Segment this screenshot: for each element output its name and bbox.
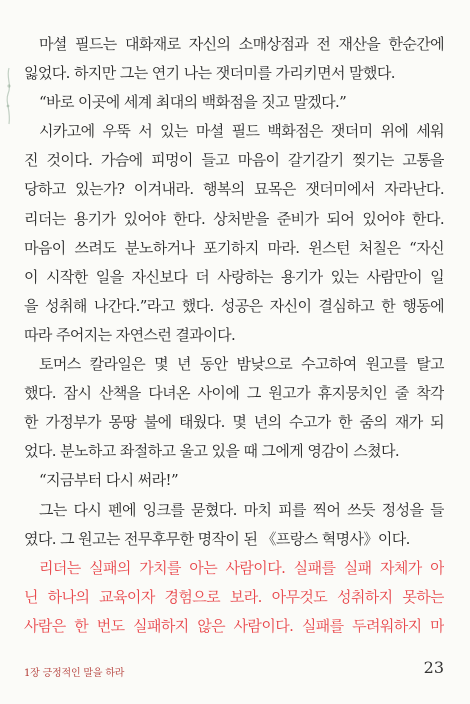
body-text xyxy=(24,30,444,641)
chapter-footer: 1장 긍정적인 말을 하라 xyxy=(24,668,125,679)
highlight-line: 닌 하나의 교육이자 경험으로 보라. 아무것도 성취하지 못하는 xyxy=(24,587,444,606)
text-line: 었다. 분노하고 좌절하고 울고 있을 때 그에게 영감이 스쳤다. xyxy=(24,442,400,461)
text-line: 시카고에 우뚝 서 있는 마셜 필드 백화점은 잿더미 위에 세워 xyxy=(39,122,444,141)
text-line: 이 시작한 일을 자신보다 더 사랑하는 용기가 있는 사람만이 일 xyxy=(24,267,444,286)
text-line: 마셜 필드는 대화재로 자신의 소매상점과 전 재산을 한순간에 xyxy=(39,35,444,53)
text-line: “지금부터 다시 써라!” xyxy=(39,471,179,490)
text-line: 했다. 잠시 산책을 다녀온 사이에 그 원고가 휴지뭉치인 줄 착각 xyxy=(24,384,444,403)
text-line: 그는 다시 펜에 잉크를 묻혔다. 마치 피를 찍어 쓰듯 정성을 들 xyxy=(39,500,444,519)
page-number: 23 xyxy=(423,658,444,677)
margin-decoration xyxy=(4,66,14,126)
text-line: 였다. 그 원고는 전무후무한 명작이 된 《프랑스 혁명사》이다. xyxy=(24,529,410,548)
text-line: 리더는 용기가 있어야 한다. 상처받을 준비가 되어 있어야 한다. xyxy=(24,209,444,228)
text-line: 마음이 쓰려도 분노하거나 포기하지 마라. 윈스턴 처칠은 “자신 xyxy=(24,238,444,257)
text-line: 따라 주어지는 자연스런 결과이다. xyxy=(24,325,236,344)
highlight-line: 리더는 실패의 가치를 아는 사람이다. 실패를 실패 자체가 아 xyxy=(39,558,444,577)
text-line: “바로 이곳에 세계 최대의 백화점을 짓고 말겠다.” xyxy=(39,93,347,112)
text-line: 당하고 있는가? 이겨내라. 행복의 묘목은 잿더미에서 자라난다. xyxy=(24,180,444,199)
text-line: 토머스 칼라일은 몇 년 동안 밤낮으로 수고하여 원고를 탈고 xyxy=(39,355,444,374)
text-line: 진 것이다. 가슴에 피멍이 들고 마음이 갈기갈기 찢기는 고통을 xyxy=(24,151,444,170)
text-line: 한 가정부가 몽땅 불에 태웠다. 몇 년의 수고가 한 줌의 재가 되 xyxy=(24,413,444,432)
text-line: 을 성취해 나간다.”라고 했다. 성공은 자신이 결심하고 한 행동에 xyxy=(24,296,444,315)
highlight-line: 사람은 한 번도 실패하지 않은 사람이다. 실패를 두려워하지 마 xyxy=(24,616,444,635)
text-line: 잃었다. 하지만 그는 연기 나는 잿더미를 가리키면서 말했다. xyxy=(24,64,395,83)
